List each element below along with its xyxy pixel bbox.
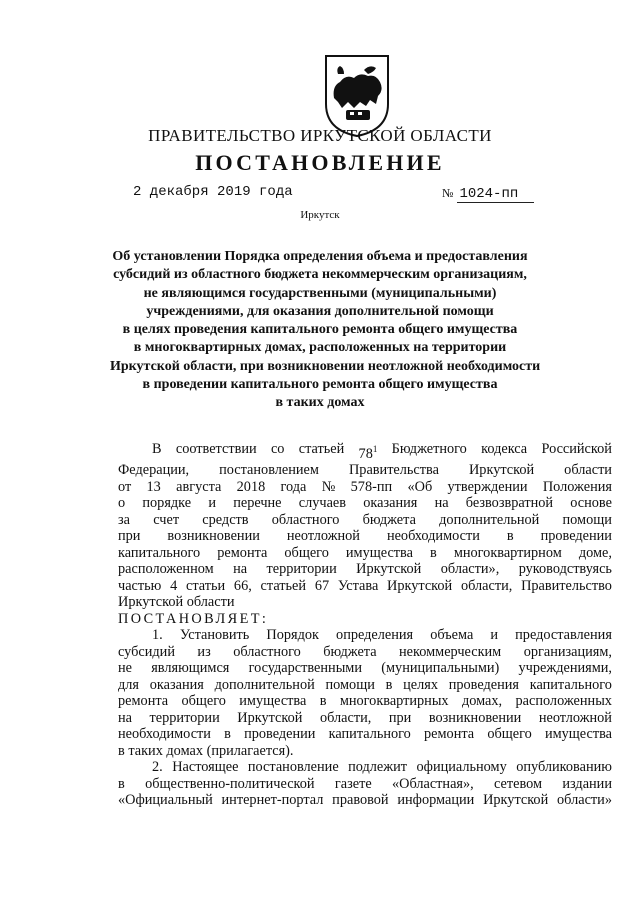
word: Иркутской [468, 462, 535, 479]
word: безвозвратной [465, 495, 554, 512]
word: в [506, 528, 514, 545]
word: дополнительной [439, 511, 540, 528]
word: и [490, 627, 499, 644]
word: официальному [416, 759, 507, 776]
word: частью [118, 577, 162, 594]
item-1-line [118, 693, 612, 710]
word: оказания [363, 495, 418, 512]
word: средств [202, 511, 249, 528]
word: оказания [149, 676, 204, 693]
word: утверждении [447, 478, 528, 495]
title-line: субсидий из областного бюджета некоммерческим организациям, [113, 267, 527, 283]
word: (муниципальными) [381, 660, 500, 677]
word: в [385, 676, 393, 693]
item-1-line [118, 660, 612, 677]
word: не [118, 660, 132, 677]
word: из [197, 643, 211, 660]
item-2-line [118, 776, 612, 793]
number-sign: № [442, 186, 454, 200]
word: бюджета [362, 511, 416, 528]
word: Установить [179, 627, 250, 644]
word: расположенном [118, 561, 214, 578]
word: подлежит [348, 759, 408, 776]
word: возникновении [428, 709, 522, 726]
word: проведения [448, 676, 519, 693]
word: «Официальный [118, 792, 213, 809]
word: государственными [248, 660, 363, 677]
title-line: Об установлении Порядка определения объема и предоставления [112, 249, 528, 264]
title-line: в целях проведения капитального ремонта общего имущества [122, 322, 518, 338]
preamble-line [118, 462, 612, 479]
item-2 [118, 759, 612, 809]
resolves-heading: ПОСТАНОВЛЯЕТ: [118, 610, 269, 627]
word: августа [176, 478, 222, 495]
word: неотложной [286, 528, 360, 545]
word: области, [319, 709, 372, 726]
word: на [233, 561, 248, 578]
item-2-first-line [118, 759, 612, 776]
word: многоквартирных [339, 693, 449, 710]
government-name: ПРАВИТЕЛЬСТВО ИРКУТСКОЙ ОБЛАСТИ [148, 126, 492, 145]
word: Иркутской [483, 792, 549, 809]
word: территории [266, 561, 337, 578]
word: дополнительной [214, 676, 315, 693]
word: территории [149, 709, 220, 726]
preamble-line [118, 528, 612, 545]
word: бюджета [323, 643, 377, 660]
word: возникновении [167, 528, 260, 545]
article-superscript: 1 [372, 444, 378, 454]
word: руководствуясь [518, 561, 612, 578]
word: области, [460, 577, 513, 594]
word: В [152, 441, 162, 457]
preamble-line [118, 561, 612, 578]
item-1-line [118, 677, 612, 694]
word: капитального [328, 726, 411, 743]
item-1-line [118, 726, 612, 743]
document-number-block [442, 184, 570, 202]
word: помощи [325, 676, 375, 693]
word: информации [397, 792, 475, 809]
preamble-line [118, 512, 612, 529]
word: домах, [461, 693, 503, 710]
word: Иркутской [356, 561, 422, 578]
word: 67 [314, 577, 330, 594]
article-number: $78^1$ [358, 444, 378, 462]
word: 2018 [236, 478, 266, 495]
word: от [118, 478, 132, 495]
word: Настоящее [172, 759, 239, 776]
word: при [388, 709, 412, 726]
preamble-line [118, 578, 612, 595]
word: Иркутской [387, 577, 453, 594]
word: Правительство [521, 577, 612, 594]
word: объема [430, 627, 474, 644]
word: 66, [233, 577, 252, 594]
word: 13 [146, 478, 161, 495]
preamble-line [118, 495, 612, 512]
word: порядке [142, 495, 192, 512]
word: имущества [345, 544, 413, 561]
word: проведении [244, 726, 316, 743]
word: являющимся [151, 660, 230, 677]
word: кодекса [481, 441, 528, 457]
item-1-line [118, 644, 612, 661]
word: субсидий [118, 643, 175, 660]
item-1-last-line: в таких домах (прилагается). [118, 742, 294, 759]
word: издании [562, 775, 612, 792]
word: 578-пп [350, 478, 393, 495]
city-name: Иркутск [300, 209, 340, 221]
word: Положения [542, 478, 612, 495]
word: области» [557, 792, 612, 809]
title-line: учреждениями, для оказания дополнительной помощи [146, 303, 494, 319]
word: 1. [152, 627, 163, 644]
preamble-lines [118, 462, 612, 594]
word: предоставления [515, 627, 612, 644]
word: области», [440, 561, 500, 578]
word: счет [153, 511, 180, 528]
word: при [118, 528, 141, 545]
preamble-first-line [118, 441, 612, 462]
word: учреждениями, [518, 660, 612, 677]
word: организациям, [523, 643, 612, 660]
item-1-line [118, 710, 612, 727]
preamble-line [118, 479, 612, 496]
word: ремонта [424, 726, 475, 743]
word: со [270, 441, 285, 457]
item-1 [118, 627, 612, 743]
word: 2. [152, 759, 163, 776]
item-1-first-line [118, 627, 612, 644]
word: за [118, 511, 130, 528]
word: областного [271, 511, 340, 528]
word: определения [336, 627, 414, 644]
word: «Об [407, 478, 433, 495]
word: постановление [247, 759, 339, 776]
document-date: 2 декабря 2019 года [133, 184, 293, 200]
word: в [319, 693, 327, 710]
document-type: ПОСТАНОВЛЕНИЕ [195, 150, 445, 175]
title-line: Иркутской области, при возникновении неотложной необходимости [110, 358, 541, 374]
word: общего [284, 544, 329, 561]
word: основе [570, 495, 612, 512]
word: в [118, 775, 125, 792]
word: имущества [544, 726, 612, 743]
word: Устава [337, 577, 379, 594]
word: многоквартирном [453, 544, 562, 561]
title-line: в проведении капитального ремонта общего имущества [142, 377, 498, 393]
word: необходимости [386, 528, 480, 545]
preamble-line [118, 545, 612, 562]
word: Российской [541, 441, 612, 457]
word: Бюджетного [391, 441, 467, 457]
word: статьей [260, 577, 307, 594]
word: общего [181, 693, 226, 710]
word: соответствии [175, 441, 257, 457]
word: статьи [186, 577, 226, 594]
word: капитального [118, 544, 201, 561]
word: Правительства [348, 462, 439, 479]
word: Иркутской [237, 709, 303, 726]
word: статьей [298, 441, 345, 457]
word: необходимости [118, 726, 211, 743]
word: года [280, 478, 307, 495]
word: 4 [170, 577, 178, 594]
word: случаев [298, 495, 347, 512]
word: для [118, 676, 139, 693]
word: интернет-портал [221, 792, 324, 809]
word: области [564, 462, 612, 479]
word: перечне [233, 495, 282, 512]
word: газете [334, 775, 372, 792]
word: неотложной [538, 709, 612, 726]
word: капитального [529, 676, 612, 693]
word: сетевом [494, 775, 543, 792]
word: и [208, 495, 216, 512]
title-line: в таких домах [275, 395, 365, 411]
word: в [224, 726, 231, 743]
title-line: в многоквартирных домах, расположенных на территории [133, 340, 507, 356]
word: общественно-политической [145, 775, 315, 792]
preamble-last-line: Иркутской области [118, 594, 235, 611]
word: доме, [578, 544, 612, 561]
word: некоммерческим [399, 643, 502, 660]
word: правовой [332, 792, 389, 809]
word: общего [487, 726, 532, 743]
word: Порядок [266, 627, 319, 644]
document-body [118, 441, 612, 809]
word: ремонта [118, 693, 169, 710]
word: постановлением [219, 462, 319, 479]
item-2-line [118, 792, 612, 809]
word: «Областная», [391, 775, 474, 792]
word: опубликованию [516, 759, 612, 776]
word: № [321, 478, 336, 495]
word: имущества [239, 693, 307, 710]
word: ремонта [217, 544, 268, 561]
word: целях [403, 676, 438, 693]
word: помощи [562, 511, 612, 528]
word: на [118, 709, 132, 726]
title-line: не являющимся государственными (муниципальными) [143, 285, 497, 301]
document-number: 1024-пп [457, 186, 534, 203]
word: на [434, 495, 449, 512]
word: о [118, 495, 126, 512]
word: в [430, 544, 437, 561]
word: областного [233, 643, 301, 660]
word: расположенных [515, 693, 612, 710]
word: проведении [540, 528, 612, 545]
document-title [110, 248, 541, 413]
word: Федерации, [118, 462, 190, 479]
